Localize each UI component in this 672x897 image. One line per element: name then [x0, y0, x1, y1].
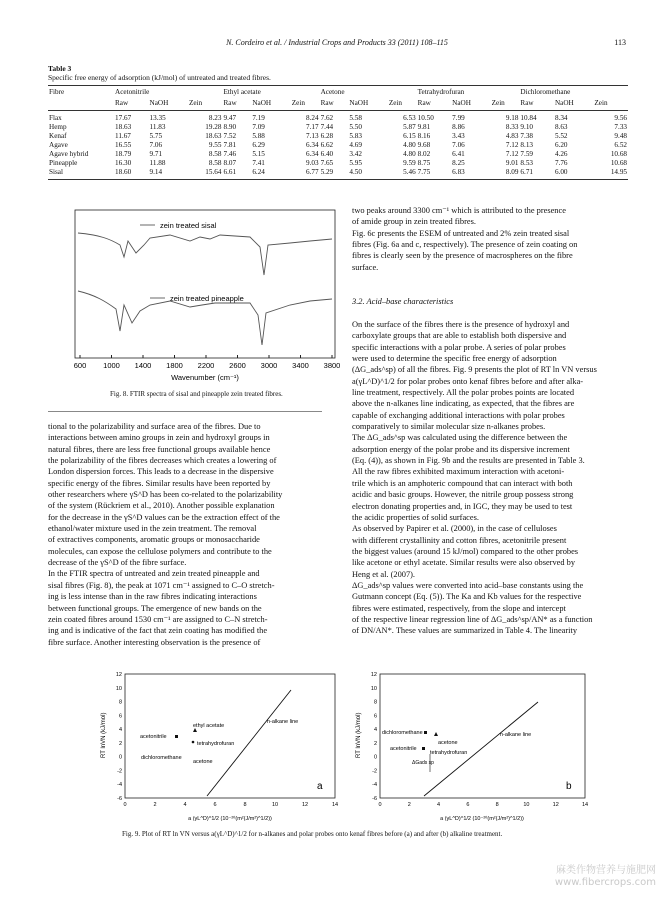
fig9b-ytick-label: 6	[373, 713, 377, 720]
fig9b-point-dcm	[424, 731, 427, 734]
fig9a-xtick-label: 10	[271, 802, 279, 808]
fig9a-label-thf: tetrahydrofuran	[197, 741, 235, 747]
fig9b-line-label: n-alkane line	[500, 732, 532, 738]
table-cell: 8.24	[305, 114, 319, 122]
table-subheader-cell: NaOH	[251, 99, 290, 111]
fig9b-chart	[350, 668, 595, 826]
table-cell-fibre: Flax	[49, 114, 62, 122]
table-cell: 6.34	[305, 150, 319, 158]
fig8-xtick-label: 3400	[292, 361, 309, 370]
table-header-fibre: Fibre	[48, 86, 114, 100]
fig9b-xtick-label: 10	[523, 802, 530, 808]
table-cell: 9.68	[417, 141, 431, 149]
table-cell: 9.71	[149, 150, 163, 158]
fig9a-xlabel: a (γL^D)^1/2 (10⁻²⁰(m²(J/m²)^1/2))	[188, 816, 272, 822]
fig8-xtick-label: 2600	[229, 361, 246, 370]
text-line: fibres (Fig. 6a and c, respectively). The presence of zein coating on	[352, 240, 578, 250]
table-cell-fibre: Agave hybrid	[49, 150, 89, 158]
table-cell: 9.48	[614, 132, 627, 140]
fig9b-xlabel: a (γL^D)^1/2 (10⁻²⁰(m²(J/m²)^1/2))	[440, 816, 524, 822]
table-cell: 5.83	[349, 132, 362, 140]
table-cell: 17.67	[115, 114, 132, 122]
table-cell: 5.95	[349, 159, 362, 167]
fig9a-ytick-label: 2	[118, 740, 122, 747]
table-cell: 8.33	[505, 123, 519, 131]
fig8-xtick-label: 3000	[260, 361, 278, 370]
text-line: natural fibres, there are less free functional groups available hence	[48, 444, 271, 454]
table-cell: 6.40	[320, 150, 334, 158]
table-cell: 5.88	[252, 132, 265, 140]
fig9a-label-acetonitrile: acetonitrile	[140, 734, 167, 740]
table-cell: 7.62	[320, 114, 334, 122]
table-cell: 6.00	[554, 168, 593, 180]
fig9b-point-acetonitrile	[422, 747, 425, 750]
text-line: ΔG_ads^sp values were converted into acid–base constants using the	[352, 580, 584, 590]
text-line: sisal fibres (Fig. 8), the peak at 1071 cm⁻¹ assigned to C–O stretch-	[48, 580, 275, 590]
table-cell: 6.20	[554, 141, 568, 149]
text-line: with different crystallinity and cotton fibres, acetonitrile present	[352, 535, 567, 545]
fig9b-ylabel: RT lnVN (kJ/mol)	[356, 712, 362, 758]
fig8-legend-pineapple: zein treated pineapple	[170, 294, 244, 303]
fig8-xtick-label: 2200	[197, 361, 215, 370]
fig9a-ytick-label: -4	[117, 782, 122, 789]
text-line: On the surface of the fibres there is the presence of hydroxyl and	[352, 320, 570, 329]
table-cell: 16.55	[115, 141, 132, 149]
table-cell: 9.56	[614, 114, 627, 122]
table-cell: 7.38	[520, 132, 533, 140]
text-line: The ΔG_ads^sp was calculated using the difference between the	[352, 433, 568, 443]
table-cell: 11.83	[149, 123, 166, 131]
text-line: fibre surface. Another interesting observation is the presence of	[48, 637, 261, 647]
table-cell: 9.14	[149, 168, 188, 180]
table-cell: 7.06	[149, 141, 163, 149]
text-line: two peaks around 3300 cm⁻¹ which is attributed to the presence	[352, 206, 566, 215]
fig9a-ytick-label: -6	[117, 796, 122, 802]
fig9a-ytick-label: 6	[118, 713, 122, 720]
section-heading: 3.2. Acid–base characteristics	[352, 297, 454, 306]
text-line: fibres were estimated, respectively, from the slope and intercept	[352, 603, 566, 613]
text-line: molecules, can expose the cellulose polymers and contribute to the	[48, 546, 272, 556]
text-line: tional to the polarizability and surface area of the fibres. Due to	[48, 422, 261, 431]
fig8-legend-sisal: zein treated sisal	[160, 221, 217, 230]
fig9b-ytick-label: 2	[373, 740, 377, 747]
fig9a-xtick-label: 6	[213, 802, 217, 808]
table-cell: 5.52	[554, 132, 568, 140]
fig8-xlabel: Wavenumber (cm⁻¹)	[171, 373, 239, 382]
fig9a-xtick-label: 14	[331, 802, 339, 808]
text-line: of the respective linear regression line of ΔG_ads^sp/AN* as a function	[352, 614, 593, 624]
fig9a-ylabel: RT lnVN (kJ/mol)	[101, 712, 107, 758]
table-group-dichloromethane: Dichloromethane	[519, 86, 628, 100]
table-cell: 8.63	[554, 123, 568, 131]
table-cell: 8.07	[223, 159, 237, 167]
fig9b-xtick-label: 8	[495, 802, 499, 808]
table-cell: 8.13	[520, 141, 533, 149]
table-cell: 4.80	[403, 150, 416, 158]
table-row	[48, 111, 628, 124]
table-cell: 7.44	[320, 123, 334, 131]
fig9b-xtick-label: 14	[581, 802, 589, 808]
text-line: adsorption energy of the polar probe and its dispersive increment	[352, 444, 570, 454]
fig8-xtick-label: 3800	[323, 361, 341, 370]
table-cell: 11.88	[149, 159, 166, 167]
table-cell: 18.63	[115, 123, 132, 131]
table-cell: 8.90	[223, 123, 237, 131]
watermark	[555, 865, 656, 889]
table-subheader-cell: Raw	[222, 99, 251, 111]
table-cell: 8.53	[520, 159, 533, 167]
text-line: surface.	[352, 262, 379, 272]
fig9b-ytick-label: -2	[372, 768, 377, 775]
table-subheader-cell: Zein	[188, 99, 223, 111]
fig9b-delta-label: ΔGads sp	[412, 760, 434, 766]
text-line: trile which is an amphoteric compound that can interact with both	[352, 478, 573, 488]
table-subheader-cell: NaOH	[348, 99, 387, 111]
text-line: Gutmann concept (Eq. (5)). The Ka and Kb values for the respective	[352, 592, 582, 602]
text-line: (ΔG_ads^sp) of all the fibres. Fig. 9 presents the plot of RT ln VN versus	[352, 365, 597, 375]
table-subheader-cell: Raw	[417, 99, 452, 111]
table-cell: 6.62	[320, 141, 334, 149]
text-line: London dispersion forces. This leads to a decrease in the dispersive	[48, 467, 274, 477]
text-line: like acetone or ethyl acetate. Similar results were also observed by	[352, 558, 576, 568]
fig9-caption: Fig. 9. Plot of RT ln VN versus a(γL^D)^1/2 for n-alkanes and polar probes onto kenaf fibres before (a) and after (b) alkaline treatment.	[122, 830, 503, 838]
fig8-xtick-label: 1400	[134, 361, 152, 370]
text-line: ing and is indicative of the fact that zein coating has modified the	[48, 626, 268, 636]
table-cell: 7.41	[252, 159, 265, 167]
table-group-header	[48, 86, 628, 100]
table-cell: 7.46	[223, 150, 237, 158]
table-row	[48, 141, 628, 150]
table-group-tetrahydrofuran: Tetrahydrofuran	[417, 86, 520, 100]
table-cell: 9.59	[403, 159, 416, 167]
text-line: specific interactions with a polar probe. A series of polar probes	[352, 342, 566, 352]
text-line: All the raw fibres exhibited maximum interaction with acetoni-	[352, 467, 565, 477]
text-line: capable of exchanging additional interactions with polar probes	[352, 410, 565, 420]
table-label: Table 3	[48, 64, 72, 73]
text-line: ethanol/water mixture used in the zein treatment. The removal	[48, 524, 257, 534]
table-cell: 7.75	[417, 168, 452, 180]
table-cell-fibre: Sisal	[48, 168, 114, 180]
table-row	[48, 132, 628, 141]
text-line: a(γL^D)^1/2 for polar probes onto kenaf fibres before and after alka-	[352, 376, 584, 386]
table-cell: 18.79	[115, 150, 132, 158]
fig9a-point-thf	[192, 741, 195, 744]
table-cell: 6.34	[305, 141, 319, 149]
table-cell: 7.52	[223, 132, 237, 140]
fig9a-label-ethyl-acetate: ethyl acetate	[193, 723, 225, 729]
figure-divider	[48, 411, 322, 412]
fig9b-ytick-label: 10	[370, 685, 377, 692]
table-group-acetone: Acetone	[320, 86, 417, 100]
table-cell: 7.09	[252, 123, 265, 131]
table-cell: 6.28	[320, 132, 334, 140]
fig9b-xtick-label: 4	[437, 802, 441, 808]
fig9a-xtick-label: 4	[183, 802, 187, 808]
table-cell: 10.68	[610, 159, 627, 167]
fig9b-xtick-label: 6	[466, 802, 470, 808]
table-cell: 5.50	[349, 123, 362, 131]
text-line: of DN/AN*. These values are summarized in Table 4. The linearity	[352, 626, 578, 636]
table-cell: 7.59	[520, 150, 533, 158]
table-cell: 7.81	[223, 141, 237, 149]
table-cell: 6.61	[222, 168, 251, 180]
table-subheader-cell: Zein	[593, 99, 628, 111]
fig9b-ytick-label: 4	[373, 727, 377, 734]
running-header: N. Cordeiro et al. / Industrial Crops and Products 33 (2011) 108–115	[226, 38, 448, 47]
table-cell: 14.95	[593, 168, 628, 180]
table-cell: 16.30	[115, 159, 132, 167]
left-column-text	[48, 421, 322, 648]
table-cell: 6.29	[252, 141, 265, 149]
table-cell: 7.65	[320, 159, 334, 167]
table-cell-fibre: Hemp	[49, 123, 67, 131]
table-subheader-cell: Zein	[491, 99, 520, 111]
table-cell: 7.19	[252, 114, 265, 122]
table-cell: 15.64	[188, 168, 223, 180]
table-cell: 5.29	[320, 168, 349, 180]
table-subheader-cell: Raw	[320, 99, 349, 111]
table-cell: 10.84	[520, 114, 537, 122]
fig9a-ytick-label: -2	[117, 768, 122, 775]
fig9a-panel-tag: a	[317, 781, 323, 792]
table-cell: 9.81	[417, 123, 431, 131]
fig9b-alkane-line	[424, 702, 538, 796]
fig9a-ytick-label: 8	[118, 699, 122, 706]
table-cell: 7.12	[505, 141, 519, 149]
table-cell: 3.42	[349, 150, 362, 158]
table-3	[48, 85, 628, 180]
table-cell: 6.77	[291, 168, 320, 180]
table-subheader-cell: Zein	[388, 99, 417, 111]
fig9a-ytick-label: 10	[115, 685, 122, 692]
text-line: the polarizability of the fibres decreases which creates a lowering of	[48, 456, 277, 466]
table-cell: 9.18	[505, 114, 519, 122]
table-cell: 7.12	[505, 150, 519, 158]
text-line: of extractives components, aromatic groups or monosaccharide	[48, 535, 260, 545]
fig9b-panel-tag: b	[566, 781, 572, 792]
table-cell: 6.52	[614, 141, 627, 149]
table-cell: 5.15	[252, 150, 265, 158]
fig9b-ytick-label: 0	[373, 754, 377, 761]
text-line: interactions between amino groups in zein and hydroxyl groups in	[48, 433, 270, 443]
fig9a-ytick-label: 0	[118, 754, 122, 761]
fig9b-ytick-label: -4	[372, 782, 377, 789]
table-cell: 6.24	[251, 168, 290, 180]
table-cell: 8.16	[417, 132, 431, 140]
fig8-xtick-label: 600	[73, 361, 87, 370]
table-cell: 9.03	[305, 159, 319, 167]
text-line: acidic and basic groups. However, the nitrile group possess strong	[352, 490, 574, 500]
table-cell: 5.46	[388, 168, 417, 180]
fig8-series-sisal	[78, 233, 332, 275]
fig9b-label-acetone: acetone	[438, 740, 458, 746]
table-cell: 5.58	[349, 114, 362, 122]
table-cell: 8.58	[208, 159, 222, 167]
fig9b-label-thf: tetrahydrofuran	[430, 750, 468, 756]
text-line: between functional groups. The emergence of new bands on the	[48, 603, 262, 613]
table-cell: 4.69	[349, 141, 362, 149]
table-cell: 18.60	[114, 168, 149, 180]
watermark-line-2: www.fibercrops.com	[554, 877, 656, 888]
text-line: other researchers where γS^D has been co-related to the polarizability	[48, 490, 283, 500]
fig8-xtick-label: 1000	[103, 361, 120, 370]
text-line: Fig. 6c presents the ESEM of untreated and 2% zein treated sisal	[352, 228, 570, 238]
fig8-caption: Fig. 8. FTIR spectra of sisal and pineapple zein treated fibres.	[110, 390, 283, 398]
text-line: line treatment, respectively. All the polar probes points are located	[352, 388, 575, 398]
table-subheader-cell: NaOH	[451, 99, 490, 111]
table-row	[48, 159, 628, 168]
table-cell: 9.47	[223, 114, 237, 122]
table-cell: 7.33	[614, 123, 627, 131]
text-line: of the system (Rückriem et al., 2010). Another possible explanation	[48, 501, 275, 511]
fig9b-ytick-label: -6	[372, 796, 377, 802]
fig8-xtick-label: 1800	[166, 361, 183, 370]
text-line: In the FTIR spectra of untreated and zein treated pineapple and	[48, 569, 260, 579]
table-cell: 7.99	[452, 114, 465, 122]
fig9b-ytick-label: 8	[373, 699, 377, 706]
fig9a-label-dcm: dichloromethane	[141, 755, 182, 761]
fig9b-xtick-label: 0	[378, 802, 382, 808]
fig9b-xtick-label: 12	[552, 802, 559, 808]
table-caption: Specific free energy of adsorption (kJ/mol) of untreated and treated fibres.	[48, 73, 271, 82]
table-cell: 13.35	[149, 114, 166, 122]
right-column-top-text	[352, 205, 626, 273]
table-cell: 6.83	[451, 168, 490, 180]
table-cell-fibre: Kenaf	[49, 132, 67, 140]
text-line: above the n-alkanes line indicating, as expected, that the fibres are	[352, 399, 575, 409]
table-cell: 5.75	[149, 132, 163, 140]
text-line: specific energy of the fibres. Similar results have been reported by	[48, 478, 271, 488]
fig9a-xtick-label: 8	[243, 802, 247, 808]
fig9a-chart	[95, 668, 345, 826]
text-line: ing is less intense than in the raw fibres indicating interactions	[48, 592, 257, 602]
text-line: carboxylate groups that are able to establish both dispersive and	[352, 331, 567, 341]
text-line: Heng et al. (2007).	[352, 569, 416, 579]
fig9a-label-acetone: acetone	[193, 759, 213, 765]
text-line: the acidic properties of solid surfaces.	[352, 512, 479, 522]
text-line: decrease of the γS^D of the fibre surface.	[48, 558, 187, 568]
table-cell-fibre: Agave	[49, 141, 68, 149]
table-subheader-cell: NaOH	[149, 99, 188, 111]
table-cell: 8.25	[452, 159, 465, 167]
fig9a-ytick-label: 4	[118, 727, 122, 734]
text-line: fibres is clearly seen by the presence of macrospheres on the fibre	[352, 251, 573, 261]
table-cell: 6.71	[519, 168, 554, 180]
table-group-ethyl-acetate: Ethyl acetate	[222, 86, 319, 100]
text-line: of amide group in zein treated fibres.	[352, 217, 476, 227]
table-cell: 8.02	[417, 150, 431, 158]
table-subheader-cell: NaOH	[554, 99, 593, 111]
fig9a-xtick-label: 0	[123, 802, 127, 808]
fig8-ftir-chart	[50, 205, 345, 385]
fig9b-label-acetonitrile: acetonitrile	[390, 746, 417, 752]
table-cell: 7.76	[554, 159, 568, 167]
table-cell: 6.41	[452, 150, 465, 158]
text-line: comparatively to similar molecular size n-alkanes probes.	[352, 422, 546, 432]
text-line: As observed by Papirer et al. (2000), in the case of celluloses	[352, 524, 557, 534]
watermark-line-1: 麻类作物营养与施肥网	[556, 865, 656, 876]
table-cell: 10.68	[610, 150, 627, 158]
text-line: were used to determine the specific free energy of adsorption	[352, 354, 557, 364]
table-cell: 5.87	[403, 123, 416, 131]
table-cell: 8.86	[452, 123, 465, 131]
table-cell: 4.50	[348, 168, 387, 180]
table-subheader-cell: Raw	[114, 99, 149, 111]
table-cell: 7.13	[305, 132, 319, 140]
table-cell: 10.50	[417, 114, 434, 122]
right-column-body-text	[352, 319, 626, 637]
table-cell: 8.75	[417, 159, 431, 167]
fig9b-xtick-label: 2	[407, 802, 411, 808]
fig9a-xtick-label: 12	[301, 802, 309, 808]
table-cell: 4.83	[505, 132, 519, 140]
table-cell: 9.55	[208, 141, 222, 149]
table-subheader	[48, 99, 628, 111]
fig9b-point-acetone	[434, 732, 438, 736]
table-cell: 7.06	[452, 141, 465, 149]
fig9a-ytick-label: 12	[115, 672, 122, 678]
table-cell: 8.23	[208, 114, 222, 122]
table-cell: 3.43	[452, 132, 465, 140]
table-group-acetonitrile: Acetonitrile	[114, 86, 222, 100]
fig9a-xtick-label: 2	[153, 802, 157, 808]
table-cell: 9.10	[520, 123, 533, 131]
text-line: (Eq. (4)), as shown in Fig. 9b and the results are presented in Table 3.	[352, 456, 585, 466]
fig9a-point-acetonitrile	[175, 735, 178, 738]
text-line: electron donating properties and, in IGC, they may be used to test	[352, 501, 573, 511]
table-cell: 6.15	[403, 132, 416, 140]
fig9a-line-label: n-alkane line	[267, 719, 299, 725]
table-cell: 19.28	[205, 123, 222, 131]
fig9b-ytick-label: 12	[370, 672, 377, 678]
fig9b-label-dcm: dichloromethane	[382, 730, 423, 736]
table-cell: 8.34	[554, 114, 568, 122]
table-row	[48, 168, 628, 180]
table-subheader-cell: Raw	[519, 99, 554, 111]
table-cell-fibre: Pineapple	[49, 159, 78, 167]
table-cell: 6.53	[403, 114, 416, 122]
table-cell: 18.63	[205, 132, 222, 140]
text-line: for the decrease in the γS^D values can be the extraction effect of the	[48, 512, 280, 522]
table-row	[48, 150, 628, 159]
table-cell: 4.80	[403, 141, 416, 149]
table-cell: 7.17	[305, 123, 319, 131]
page-number: 113	[614, 38, 626, 47]
text-line: zein coated fibres around 1530 cm⁻¹ are assigned to C–N stretch-	[48, 614, 268, 624]
table-cell: 4.26	[554, 150, 568, 158]
table-row	[48, 123, 628, 132]
table-subheader-blank	[48, 99, 114, 111]
table-cell: 8.09	[491, 168, 520, 180]
table-subheader-cell: Zein	[291, 99, 320, 111]
table-cell: 8.58	[208, 150, 222, 158]
table-cell: 11.67	[115, 132, 131, 140]
table-cell: 9.01	[505, 159, 519, 167]
text-line: the biggest values (around 15 kJ/mol) compared to the other probes	[352, 546, 579, 556]
